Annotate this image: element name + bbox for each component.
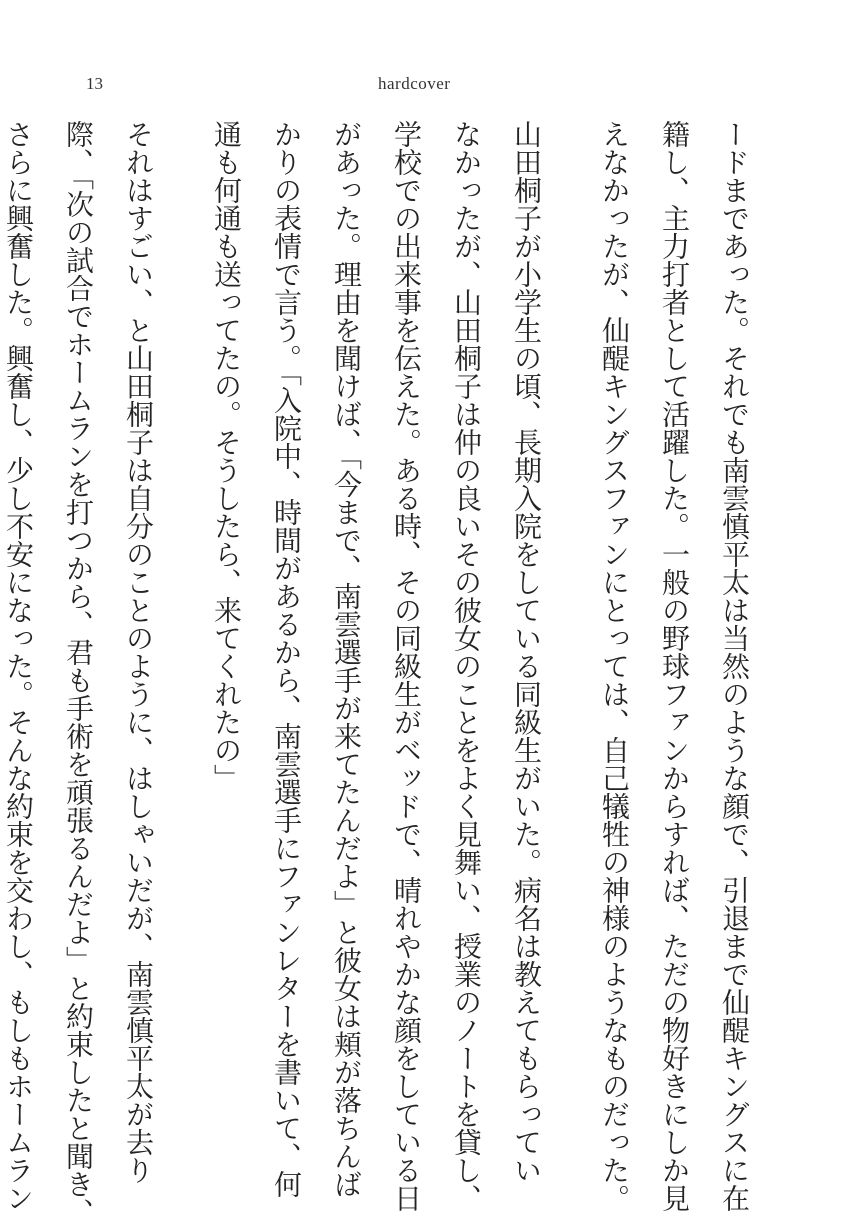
text-line: かりの表情で言う。「入院中、時間があるから、南雲選手にファンレターを書いて、何: [270, 120, 303, 1198]
running-title: hardcover: [378, 74, 451, 93]
text-line: 山田桐子が小学生の頃、長期入院をしている同級生がいた。病名は教えてもらってい: [510, 120, 543, 1184]
text-line: さらに興奮した。興奮し、少し不安になった。そんな約束を交わし、もしもホームラン: [2, 120, 35, 1212]
text-line: なかったが、山田桐子は仲の良いその彼女のことをよく見舞い、授業のノートを貸し、: [450, 120, 483, 1212]
text-line: 学校での出来事を伝えた。ある時、その同級生がベッドで、晴れやかな顔をしている日: [390, 120, 423, 1212]
text-line: それはすごい、と山田桐子は自分のことのように、はしゃいだが、南雲慎平太が去り: [122, 120, 155, 1184]
vertical-body-text: [2, 120, 764, 1226]
page-header: [0, 74, 841, 104]
page-number: 13: [86, 74, 103, 93]
text-line: えなかったが、仙醍キングスファンにとっては、自己犠牲の神様のようなものだった。: [598, 120, 631, 1212]
text-line: 際、「次の試合でホームランを打つから、君も手術を頑張るんだよ」と約束したと聞き、: [62, 120, 95, 1226]
text-line: があった。理由を聞けば、「今まで、南雲選手が来てたんだよ」と彼女は頬が落ちんば: [330, 120, 363, 1198]
text-line: 籍し、主力打者として活躍した。一般の野球ファンからすれば、ただの物好きにしか見: [658, 120, 691, 1212]
text-line: ードまであった。それでも南雲慎平太は当然のような顔で、引退まで仙醍キングスに在: [718, 120, 751, 1212]
text-line: 通も何通も送ってたの。そうしたら、来てくれたの」: [210, 120, 243, 792]
